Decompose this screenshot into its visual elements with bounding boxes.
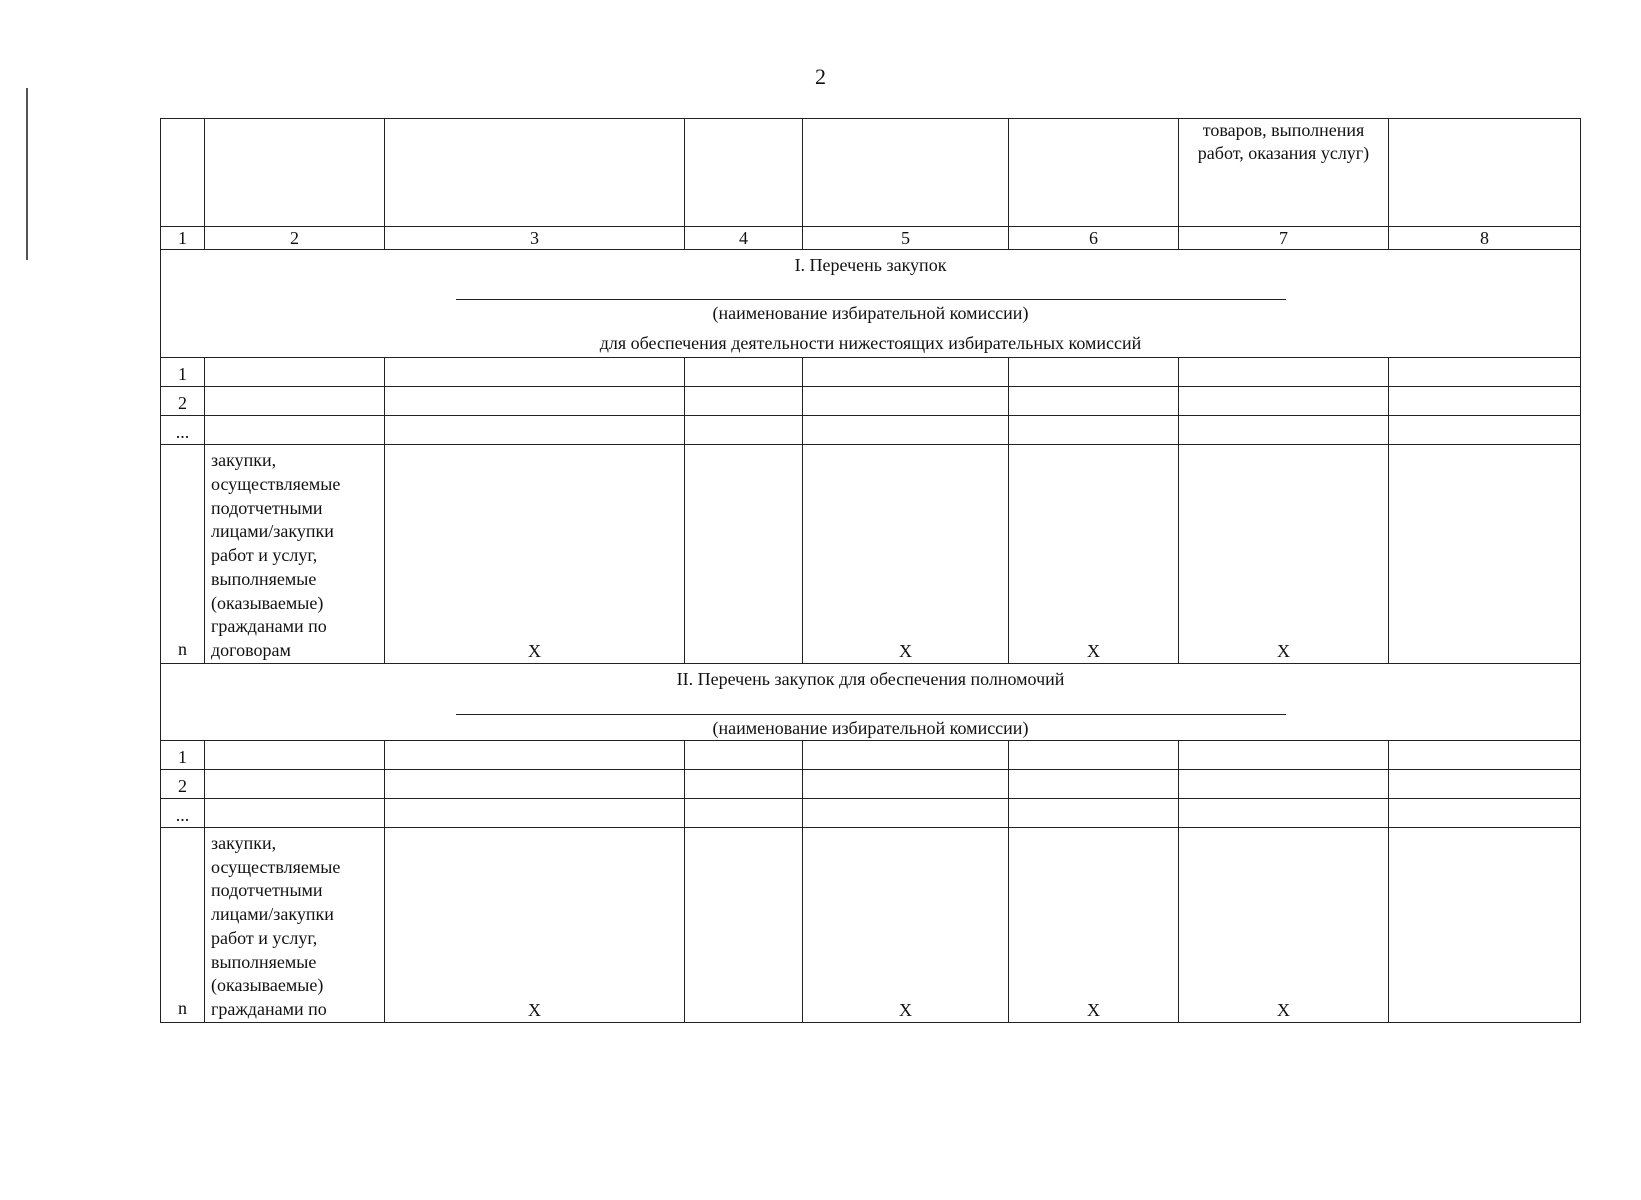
table-cell bbox=[1009, 769, 1179, 798]
table-cell bbox=[685, 798, 803, 827]
section-subtitle: (наименование избирательной комиссии) bbox=[712, 303, 1029, 324]
x-mark: X bbox=[803, 827, 1009, 1022]
section-subtitle: (наименование избирательной комиссии) bbox=[712, 717, 1029, 738]
header-cell-1 bbox=[161, 119, 205, 227]
section-1-header bbox=[161, 250, 1581, 358]
table-cell bbox=[205, 387, 385, 416]
table-cell bbox=[1009, 387, 1179, 416]
table-cell bbox=[803, 416, 1009, 445]
x-mark: X bbox=[803, 445, 1009, 664]
column-number-row bbox=[161, 227, 1581, 250]
table-cell bbox=[803, 798, 1009, 827]
table-row bbox=[161, 798, 1581, 827]
table-cell bbox=[205, 769, 385, 798]
table-cell bbox=[1009, 798, 1179, 827]
header-cell-3 bbox=[385, 119, 685, 227]
section-2-header bbox=[161, 664, 1581, 741]
table-row bbox=[161, 416, 1581, 445]
row-number: 1 bbox=[161, 358, 205, 387]
table-row bbox=[161, 740, 1581, 769]
table-cell bbox=[385, 769, 685, 798]
table-row bbox=[161, 358, 1581, 387]
table-cell bbox=[803, 387, 1009, 416]
table-cell bbox=[1389, 387, 1581, 416]
row-description: закупки, осуществляемые подотчетными лицами/закупки работ и услуг, выполняемые (оказываемые) гражданами по договорам bbox=[205, 445, 385, 664]
header-cell-5 bbox=[803, 119, 1009, 227]
table-cell bbox=[1179, 798, 1389, 827]
table-cell bbox=[1179, 358, 1389, 387]
table-cell bbox=[1179, 416, 1389, 445]
table-cell bbox=[1009, 358, 1179, 387]
section-title: I. Перечень закупок bbox=[794, 255, 947, 275]
column-number: 3 bbox=[385, 227, 685, 250]
table-cell bbox=[1179, 387, 1389, 416]
row-number: 2 bbox=[161, 387, 205, 416]
row-number: ... bbox=[161, 798, 205, 827]
table-cell bbox=[205, 358, 385, 387]
header-cell-6 bbox=[1009, 119, 1179, 227]
table-row-n bbox=[161, 445, 1581, 664]
table-cell bbox=[385, 416, 685, 445]
section-subtitle-2: для обеспечения деятельности нижестоящих избирательных комиссий bbox=[599, 332, 1142, 353]
table-cell bbox=[1179, 769, 1389, 798]
table-row bbox=[161, 387, 1581, 416]
table-cell bbox=[1389, 798, 1581, 827]
column-number: 2 bbox=[205, 227, 385, 250]
x-mark: X bbox=[1009, 445, 1179, 664]
procurement-table bbox=[160, 118, 1581, 1023]
table-cell bbox=[385, 387, 685, 416]
table-cell bbox=[1389, 740, 1581, 769]
section-title: II. Перечень закупок для обеспечения полномочий bbox=[676, 669, 1065, 690]
column-number: 8 bbox=[1389, 227, 1581, 250]
x-mark: X bbox=[385, 445, 685, 664]
table-row bbox=[161, 769, 1581, 798]
row-description: закупки, осуществляемые подотчетными лицами/закупки работ и услуг, выполняемые (оказываемые) гражданами по bbox=[205, 827, 385, 1022]
x-mark bbox=[685, 445, 803, 664]
table-cell bbox=[385, 798, 685, 827]
header-cell-7: товаров, выполнения работ, оказания услуг) bbox=[1179, 119, 1389, 227]
table-cell bbox=[385, 740, 685, 769]
table-row-n bbox=[161, 827, 1581, 1022]
table-cell bbox=[685, 387, 803, 416]
row-number: 2 bbox=[161, 769, 205, 798]
table-cell bbox=[685, 769, 803, 798]
column-number: 4 bbox=[685, 227, 803, 250]
table-cell bbox=[685, 740, 803, 769]
row-number: n bbox=[161, 827, 205, 1022]
table-cell bbox=[803, 769, 1009, 798]
header-cell-4 bbox=[685, 119, 803, 227]
section-2-title-cell bbox=[161, 664, 1581, 741]
column-number: 1 bbox=[161, 227, 205, 250]
x-mark bbox=[1389, 445, 1581, 664]
table-cell bbox=[685, 358, 803, 387]
table-cell bbox=[1179, 740, 1389, 769]
row-number: 1 bbox=[161, 740, 205, 769]
column-number: 6 bbox=[1009, 227, 1179, 250]
table-cell bbox=[1389, 769, 1581, 798]
x-mark: X bbox=[1009, 827, 1179, 1022]
header-cell-2 bbox=[205, 119, 385, 227]
column-number: 7 bbox=[1179, 227, 1389, 250]
table-cell bbox=[1389, 416, 1581, 445]
x-mark: X bbox=[385, 827, 685, 1022]
row-number: n bbox=[161, 445, 205, 664]
table-cell bbox=[205, 740, 385, 769]
table-cell bbox=[1389, 358, 1581, 387]
x-mark: X bbox=[1179, 827, 1389, 1022]
table-cell bbox=[205, 416, 385, 445]
x-mark bbox=[1389, 827, 1581, 1022]
table-cell bbox=[1009, 740, 1179, 769]
table-cell bbox=[803, 358, 1009, 387]
row-number: ... bbox=[161, 416, 205, 445]
x-mark: X bbox=[1179, 445, 1389, 664]
page-number: 2 bbox=[815, 64, 826, 89]
table-cell bbox=[205, 798, 385, 827]
x-mark bbox=[685, 827, 803, 1022]
table-cell bbox=[803, 740, 1009, 769]
table-cell bbox=[385, 358, 685, 387]
header-continuation-row bbox=[161, 119, 1581, 227]
table-cell bbox=[1009, 416, 1179, 445]
section-1-title-cell bbox=[161, 250, 1581, 358]
column-number: 5 bbox=[803, 227, 1009, 250]
header-cell-8 bbox=[1389, 119, 1581, 227]
scan-edge-mark bbox=[26, 88, 28, 260]
table-cell bbox=[685, 416, 803, 445]
